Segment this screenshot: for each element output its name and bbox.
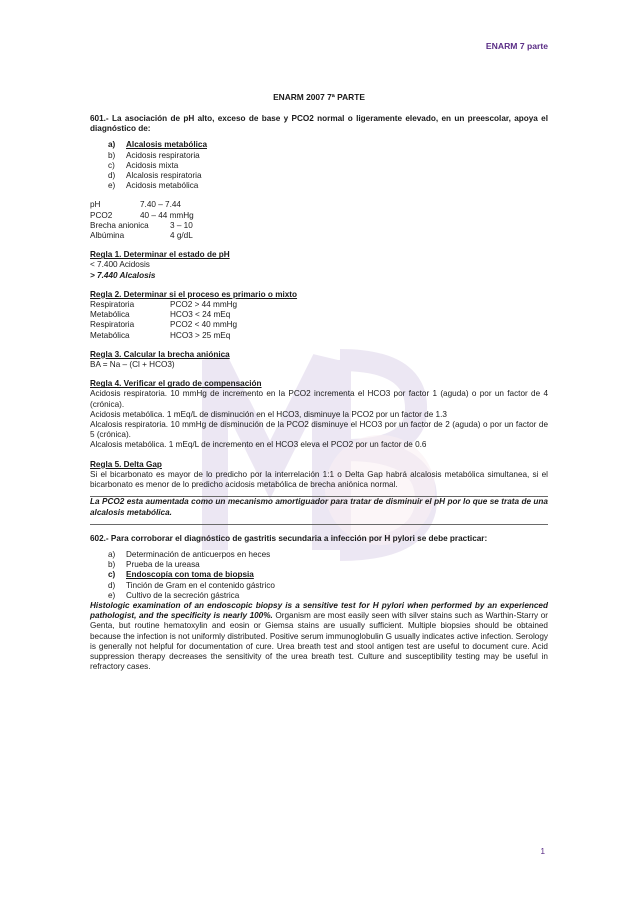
rule-4-paragraph: Acidosis metabólica. 1 mEq/L de disminución en el HCO3, disminuye la PCO2 por un factor de 1.3 bbox=[90, 409, 447, 419]
option-letter: b) bbox=[108, 150, 116, 160]
range-row bbox=[90, 231, 548, 241]
option-602-a bbox=[108, 550, 548, 560]
reference-ranges bbox=[90, 200, 548, 241]
option-601-b bbox=[108, 151, 548, 161]
rule-1-title: Regla 1. Determinar el estado de pH bbox=[90, 250, 230, 260]
question-602: 602.- Para corroborar el diagnóstico de gastritis secundaria a infección por H pylori se debe practicar: bbox=[90, 533, 488, 543]
rule-2-row bbox=[90, 310, 548, 320]
rule-3-title: Regla 3. Calcular la brecha aniónica bbox=[90, 349, 230, 359]
range-label: PCO2 bbox=[90, 210, 113, 220]
rule-2-criterion: PCO2 < 40 mmHg bbox=[170, 320, 238, 330]
option-602-d bbox=[108, 581, 548, 591]
rule-2-title: Regla 2. Determinar si el proceso es primario o mixto bbox=[90, 289, 298, 299]
option-text: Determinación de anticuerpos en heces bbox=[126, 549, 271, 559]
explanation-602 bbox=[90, 601, 548, 672]
range-value: 7.40 – 7.44 bbox=[140, 200, 181, 210]
rule-2 bbox=[90, 290, 548, 341]
options-601 bbox=[90, 140, 548, 191]
rule-4-paragraph: Alcalosis metabólica. 1 mEq/L de incremento en el HCO3 eleva el PCO2 por un factor de 0.6 bbox=[90, 440, 427, 450]
question-601: 601.- La asociación de pH alto, exceso de base y PCO2 normal o ligeramente elevado, en un preescolar, apoya el diagnóstico de: bbox=[90, 114, 548, 134]
rule-2-row bbox=[90, 320, 548, 330]
option-text: Alcalosis metabólica bbox=[126, 140, 207, 150]
rule-1 bbox=[90, 250, 548, 281]
divider bbox=[90, 524, 548, 525]
rule-2-type: Metabólica bbox=[90, 310, 130, 320]
rule-2-type: Respiratoria bbox=[90, 320, 135, 330]
options-602 bbox=[90, 550, 548, 601]
option-text: Prueba de la ureasa bbox=[126, 560, 200, 570]
rule-1-line-1: < 7.400 Acidosis bbox=[90, 260, 150, 270]
range-label: pH bbox=[90, 200, 101, 210]
option-letter: d) bbox=[108, 171, 116, 181]
content bbox=[90, 114, 548, 672]
option-601-d bbox=[108, 171, 548, 181]
option-601-a bbox=[108, 140, 548, 150]
option-letter: e) bbox=[108, 181, 116, 191]
option-letter: c) bbox=[108, 570, 116, 580]
rule-2-criterion: PCO2 > 44 mmHg bbox=[170, 300, 238, 310]
rule-4-paragraph: Alcalosis respiratoria. 10 mmHg de disminución de la PCO2 disminuye el HCO3 por un factor de 2 (aguda) o por un factor de 5 (crónica). bbox=[90, 420, 548, 440]
option-601-e bbox=[108, 181, 548, 191]
rule-2-criterion: HCO3 > 25 mEq bbox=[170, 330, 231, 340]
header-label: ENARM 7 parte bbox=[485, 41, 548, 51]
range-value: 4 g/dL bbox=[170, 231, 193, 241]
range-row bbox=[90, 200, 548, 210]
range-label: Albúmina bbox=[90, 231, 125, 241]
range-value: 40 – 44 mmHg bbox=[140, 210, 194, 220]
range-value: 3 – 10 bbox=[170, 220, 193, 230]
explanation-602-rest: Organism are most easily seen with silver stains such as Warthin-Starry or Genta, but routine hematoxylin and eosin or Giemsa stains are usually sufficient. Multiple biopsies should be obtained because the infection is not uniformly distributed. Positive serum immunoglobulin G usually indicates active infection. Serology is generally not helpful for documentation of cure. Urea breath test and stool antigen test are useful to document cure. Acid suppression therapy decreases the sensitivity of the urea breath test. Culture and susceptibility testing may be useful in refractory cases. bbox=[90, 611, 548, 672]
option-letter: d) bbox=[108, 580, 116, 590]
rule-5-title: Regla 5. Delta Gap bbox=[90, 459, 162, 469]
option-letter: c) bbox=[108, 160, 115, 170]
option-601-c bbox=[108, 161, 548, 171]
rule-2-row bbox=[90, 300, 548, 310]
option-602-e bbox=[108, 591, 548, 601]
rule-2-type: Respiratoria bbox=[90, 300, 135, 310]
rule-4 bbox=[90, 379, 548, 450]
rule-3-formula: BA = Na – (Cl + HCO3) bbox=[90, 360, 175, 370]
option-letter: a) bbox=[108, 549, 116, 559]
option-letter: a) bbox=[108, 140, 116, 150]
option-letter: b) bbox=[108, 560, 116, 570]
option-text: Endoscopía con toma de biopsia bbox=[126, 570, 254, 580]
rule-4-paragraph: Acidosis respiratoria. 10 mmHg de incremento en la PCO2 incrementa el HCO3 por factor 1 (aguda) o por un factor de 4 (crónica). bbox=[90, 389, 548, 409]
rule-2-criterion: HCO3 < 24 mEq bbox=[170, 310, 231, 320]
rule-1-line-2: > 7.440 Alcalosis bbox=[90, 270, 156, 280]
option-text: Acidosis metabólica bbox=[126, 181, 199, 191]
range-label: Brecha anionica bbox=[90, 220, 149, 230]
conclusion-601: La PCO2 esta aumentada como un mecanismo amortiguador para tratar de disminuir el pH por lo que se trata de una alcalosis metabólica. bbox=[90, 497, 548, 517]
rule-4-title: Regla 4. Verificar el grado de compensación bbox=[90, 379, 262, 389]
rule-2-type: Metabólica bbox=[90, 330, 130, 340]
option-602-c bbox=[108, 570, 548, 580]
range-row bbox=[90, 211, 548, 221]
option-text: Alcalosis respiratoria bbox=[126, 171, 202, 181]
option-602-b bbox=[108, 560, 548, 570]
explanation-602-bold: Histologic examination of an endoscopic biopsy is a sensitive test for H pylori when performed by an experienced pathologist, and the specificity is nearly 100%. bbox=[90, 600, 548, 621]
rule-5 bbox=[90, 460, 548, 498]
rule-5-text: Si el bicarbonato es mayor de lo predicho por la interrelación 1:1 o Delta Gap habrá alcalosis metabólica simultanea, si el bicarbonato es menor de lo predicho acidosis metabólica de brecha aniónica normal. bbox=[90, 469, 548, 490]
range-row bbox=[90, 221, 548, 231]
option-text: Cultivo de la secreción gástrica bbox=[126, 590, 240, 600]
rule-2-row bbox=[90, 331, 548, 341]
option-text: Acidosis respiratoria bbox=[126, 150, 200, 160]
option-text: Tinción de Gram en el contenido gástrico bbox=[126, 580, 275, 590]
page-number: 1 bbox=[540, 846, 545, 856]
option-text: Acidosis mixta bbox=[126, 160, 179, 170]
page-title: ENARM 2007 7ª PARTE bbox=[273, 92, 365, 102]
option-letter: e) bbox=[108, 590, 116, 600]
rule-3 bbox=[90, 350, 548, 370]
